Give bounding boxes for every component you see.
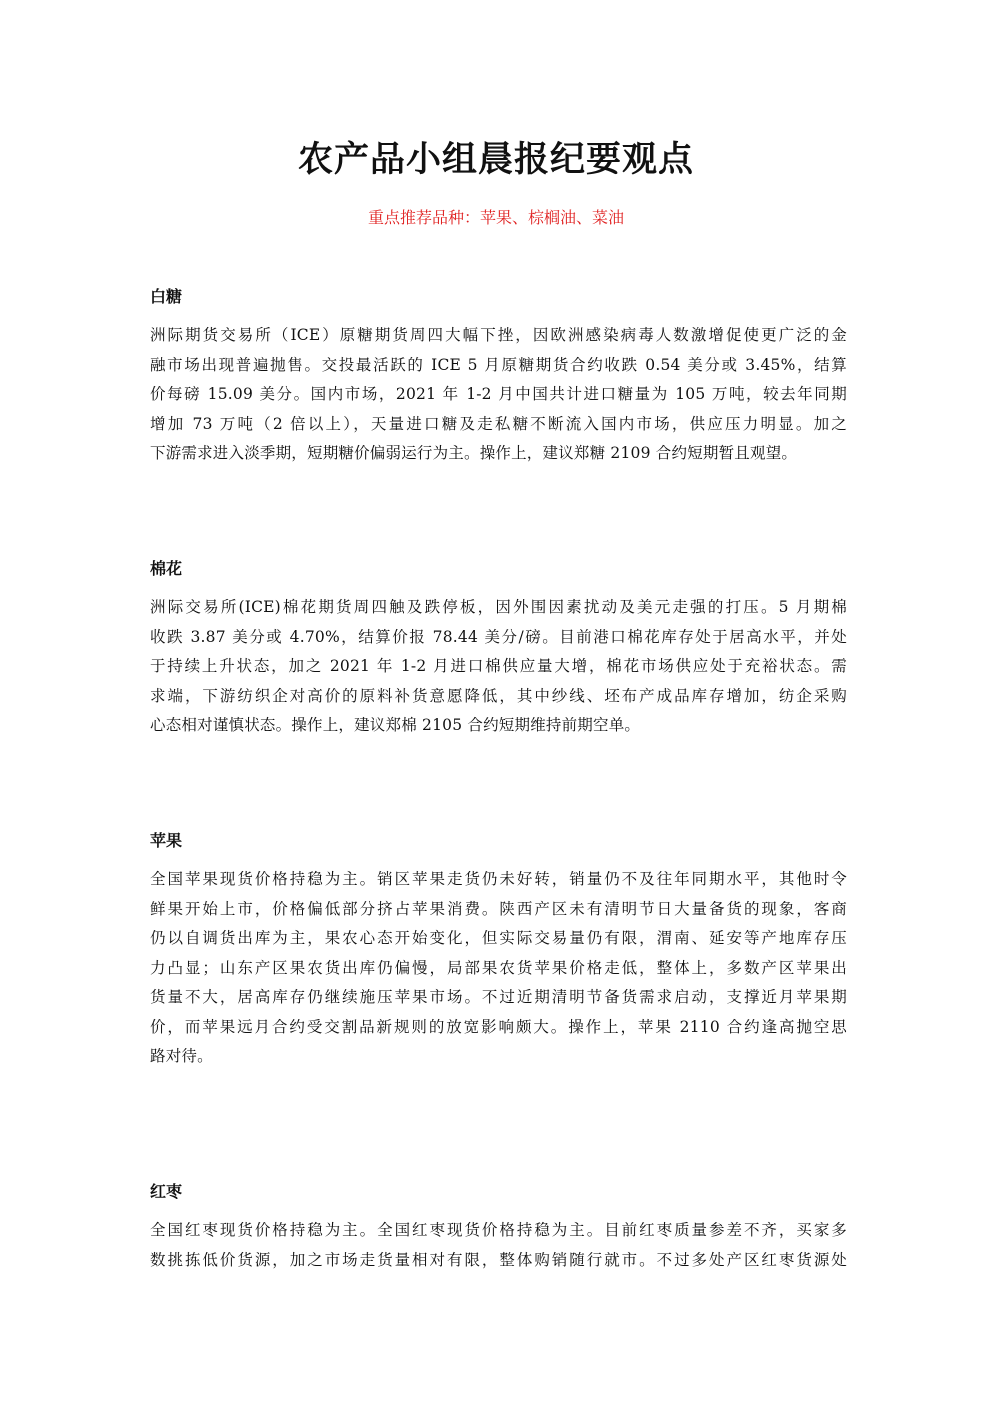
paragraph-line: 心态相对谨慎状态。操作上，建议郑棉 2105 合约短期维持前期空单。 (150, 716, 641, 734)
section-red-dates (150, 1180, 847, 1275)
paragraph-line: 于持续上升状态，加之 2021 年 1-2 月进口棉供应量大增，棉花市场供应处于充裕状态。需 (150, 657, 847, 675)
paragraph-line: 力凸显；山东产区果农货出库仍偏慢，局部果农货苹果价格走低，整体上，多数产区苹果出 (150, 958, 847, 977)
paragraph-line: 价，而苹果远月合约受交割品新规则的放宽影响颇大。操作上，苹果 2110 合约逢高抛空思 (150, 1017, 847, 1036)
paragraph-line: 洲际期货交易所（ICE）原糖期货周四大幅下挫，因欧洲感染病毒人数激增促使更广泛的金 (150, 326, 847, 344)
recommended-varieties: 重点推荐品种：苹果、棕榈油、菜油 (367, 208, 624, 227)
section-sugar (150, 285, 847, 469)
section-heading: 棉花 (150, 559, 183, 578)
section-heading: 白糖 (150, 287, 183, 306)
document-title: 农产品小组晨报纪要观点 (297, 140, 694, 180)
paragraph-line: 货量不大，居高库存仍继续施压苹果市场。不过近期清明节备货需求启动，支撑近月苹果期 (150, 988, 847, 1006)
paragraph-line: 融市场出现普遍抛售。交投最活跃的 ICE 5 月原糖期货合约收跌 0.54 美分或 3.45%，结算 (150, 355, 847, 374)
section-paragraph (150, 321, 847, 469)
paragraph-line: 求端，下游纺织企对高价的原料补货意愿降低，其中纱线、坯布产成品库存增加，纺企采购 (150, 686, 847, 705)
paragraph-line: 路对待。 (150, 1047, 213, 1065)
paragraph-line: 价每磅 15.09 美分。国内市场，2021 年 1-2 月中国共计进口糖量为 105 万吨，较去年同期 (150, 385, 847, 403)
paragraph-line: 洲际交易所(ICE)棉花期货周四触及跌停板，因外围因素扰动及美元走强的打压。5 月期棉 (150, 598, 847, 616)
section-heading: 苹果 (150, 831, 183, 850)
paragraph-line: 全国红枣现货价格持稳为主。全国红枣现货价格持稳为主。目前红枣质量参差不齐，买家多 (150, 1221, 847, 1239)
section-paragraph (150, 593, 847, 741)
paragraph-line: 全国苹果现货价格持稳为主。销区苹果走货仍未好转，销量仍不及往年同期水平，其他时令 (150, 870, 847, 888)
paragraph-line: 收跌 3.87 美分或 4.70%，结算价报 78.44 美分/磅。目前港口棉花库存处于居高水平，并处 (150, 627, 847, 646)
paragraph-line: 仍以自调货出库为主，果农心态开始变化，但实际交易量仍有限，渭南、延安等产地库存压 (150, 929, 847, 947)
section-cotton (150, 557, 847, 741)
paragraph-line: 下游需求进入淡季期，短期糖价偏弱运行为主。操作上，建议郑糖 2109 合约短期暂且观望。 (150, 444, 798, 462)
section-apple (150, 829, 847, 1072)
section-paragraph (150, 865, 847, 1072)
paragraph-line: 数挑拣低价货源，加之市场走货量相对有限，整体购销随行就市。不过多处产区红枣货源处 (150, 1250, 847, 1269)
section-heading: 红枣 (150, 1182, 183, 1201)
paragraph-line: 鲜果开始上市，价格偏低部分挤占苹果消费。陕西产区未有清明节日大量备货的现象，客商 (150, 899, 847, 918)
paragraph-line: 增加 73 万吨（2 倍以上），天量进口糖及走私糖不断流入国内市场，供应压力明显。加之 (150, 414, 847, 433)
section-paragraph (150, 1216, 847, 1275)
